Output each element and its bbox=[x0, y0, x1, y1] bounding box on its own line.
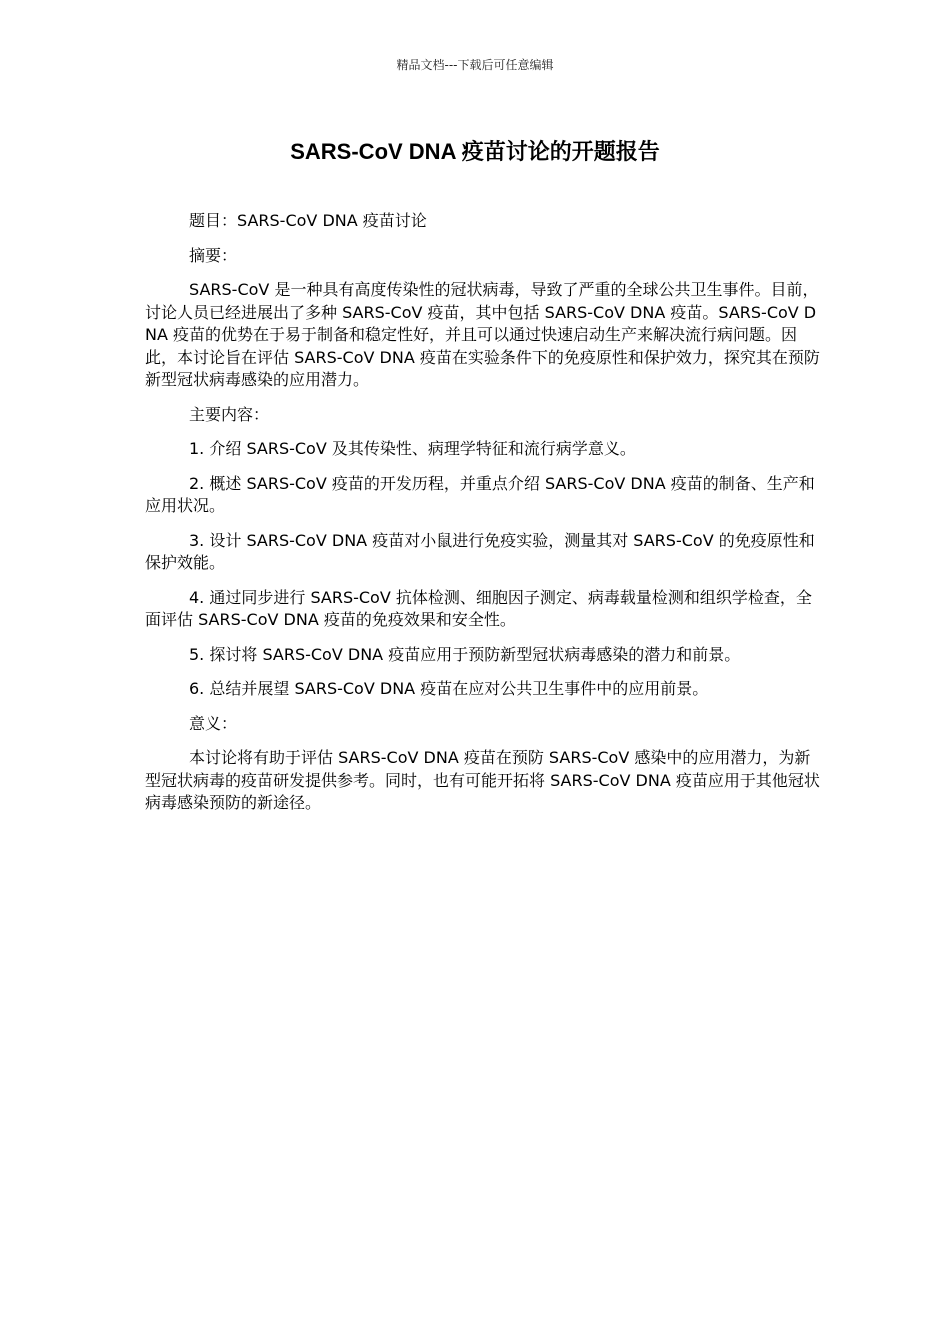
content-item-6: 6. 总结并展望 SARS-CoV DNA 疫苗在应对公共卫生事件中的应用前景。 bbox=[189, 679, 709, 698]
significance-paragraph: 本讨论将有助于评估 SARS-CoV DNA 疫苗在预防 SARS-CoV 感染中的应用潜力，为新型冠状病毒的疫苗研发提供参考。同时，也有可能开拓将 SARS-CoV DNA 疫苗应用于其他冠状病毒感染预防的新途径。 bbox=[145, 748, 820, 812]
document-title: SARS-CoV DNA 疫苗讨论的开题报告 bbox=[290, 139, 660, 164]
abstract-paragraph: SARS-CoV 是一种具有高度传染性的冠状病毒，导致了严重的全球公共卫生事件。目前，讨论人员已经进展出了多种 SARS-CoV 疫苗，其中包括 SARS-CoV DNA 疫苗。SARS-CoV DNA 疫苗的优势在于易于制备和稳定性好，并且可以通过快速启动生产来解决流行病问题。因此，本讨论旨在评估 SARS-CoV DNA 疫苗在实验条件下的免疫原性和保护效力，探究其在预防新型冠状病毒感染的应用潜力。 bbox=[145, 280, 820, 389]
content-item-4: 4. 通过同步进行 SARS-CoV 抗体检测、细胞因子测定、病毒载量检测和组织学检查，全面评估 SARS-CoV DNA 疫苗的免疫效果和安全性。 bbox=[145, 587, 812, 629]
content-item-2: 2. 概述 SARS-CoV 疫苗的开发历程，并重点介绍 SARS-CoV DNA 疫苗的制备、生产和应用状况。 bbox=[145, 473, 815, 515]
content-item-3: 3. 设计 SARS-CoV DNA 疫苗对小鼠进行免疫实验，测量其对 SARS-CoV 的免疫原性和保护效能。 bbox=[145, 530, 815, 572]
abstract-heading: 摘要： bbox=[189, 245, 238, 265]
content-item-5: 5. 探讨将 SARS-CoV DNA 疫苗应用于预防新型冠状病毒感染的潜力和前景。 bbox=[189, 644, 741, 664]
content-item-1: 1. 介绍 SARS-CoV 及其传染性、病理学特征和流行病学意义。 bbox=[189, 439, 636, 458]
topic-line: 题目：SARS-CoV DNA 疫苗讨论 bbox=[189, 211, 427, 230]
significance-heading: 意义： bbox=[189, 713, 238, 733]
content-heading: 主要内容： bbox=[189, 404, 270, 424]
document-body bbox=[145, 210, 825, 827]
page-header: 精品文档---下载后可任意编辑 bbox=[396, 58, 554, 72]
